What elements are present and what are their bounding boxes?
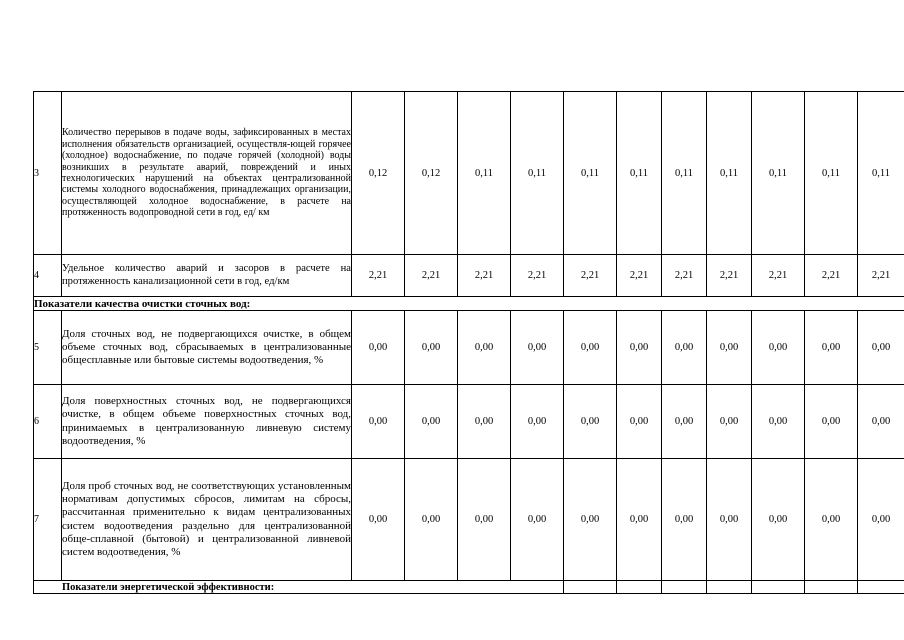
value-cell: 0,00 <box>564 311 617 385</box>
row-number: 5 <box>34 311 62 385</box>
value-cell: 2,21 <box>352 255 405 297</box>
value-cell: 0,00 <box>405 385 458 459</box>
value-cell: 2,21 <box>707 255 752 297</box>
section-title-energy-efficiency: Показатели энергетической эффективности: <box>34 581 564 594</box>
value-cell: 0,00 <box>564 385 617 459</box>
value-cell: 2,21 <box>458 255 511 297</box>
value-cell: 2,21 <box>752 255 805 297</box>
value-cell: 0,11 <box>662 92 707 255</box>
value-cell: 0,11 <box>858 92 904 255</box>
indicator-description: Доля поверхностных сточных вод, не подвергающихся очистке, в общем объеме поверхностных сточных вод, принимаемых в централизованную ливневую систему водоотведения, % <box>62 385 352 459</box>
empty-cell <box>617 581 662 594</box>
value-cell: 2,21 <box>564 255 617 297</box>
row-number: 4 <box>34 255 62 297</box>
value-cell: 0,11 <box>707 92 752 255</box>
section-header-row <box>34 581 904 594</box>
value-cell: 0,00 <box>405 459 458 581</box>
value-cell: 0,00 <box>352 459 405 581</box>
value-cell: 0,00 <box>662 385 707 459</box>
value-cell: 0,00 <box>405 311 458 385</box>
indicators-table <box>33 91 904 594</box>
value-cell: 0,00 <box>858 311 904 385</box>
value-cell: 0,11 <box>617 92 662 255</box>
indicator-description: Удельное количество аварий и засоров в расчете на протяженность канализационной сети в год, ед/км <box>62 255 352 297</box>
value-cell: 0,11 <box>564 92 617 255</box>
value-cell: 0,00 <box>617 311 662 385</box>
value-cell: 0,00 <box>805 385 858 459</box>
value-cell: 0,12 <box>405 92 458 255</box>
value-cell: 0,00 <box>858 385 904 459</box>
value-cell: 0,11 <box>511 92 564 255</box>
value-cell: 2,21 <box>858 255 904 297</box>
value-cell: 0,00 <box>511 385 564 459</box>
value-cell: 0,11 <box>458 92 511 255</box>
empty-cell <box>805 581 858 594</box>
empty-cell <box>858 581 904 594</box>
value-cell: 2,21 <box>617 255 662 297</box>
value-cell: 0,00 <box>458 459 511 581</box>
table-row <box>34 385 904 459</box>
row-number: 3 <box>34 92 62 255</box>
value-cell: 0,11 <box>805 92 858 255</box>
value-cell: 0,00 <box>662 459 707 581</box>
table-row <box>34 92 904 255</box>
value-cell: 0,12 <box>352 92 405 255</box>
table-row <box>34 311 904 385</box>
value-cell: 2,21 <box>405 255 458 297</box>
indicator-description: Доля проб сточных вод, не соответствующих установленным нормативам допустимых сбросов, лимитам на сбросы, рассчитанная применительно к видам централизованных систем водоотведения раздельно для централизованной обще-сплавной (бытовой) и централизованной ливневой систем водоотведения, % <box>62 459 352 581</box>
value-cell: 0,00 <box>752 459 805 581</box>
section-header-row <box>34 297 904 311</box>
value-cell: 2,21 <box>805 255 858 297</box>
value-cell: 0,00 <box>752 385 805 459</box>
value-cell: 0,00 <box>352 311 405 385</box>
value-cell: 0,00 <box>511 459 564 581</box>
table-row <box>34 255 904 297</box>
value-cell: 0,11 <box>752 92 805 255</box>
empty-cell <box>752 581 805 594</box>
value-cell: 2,21 <box>511 255 564 297</box>
indicator-description: Количество перерывов в подаче воды, зафиксированных в местах исполнения обязательств организацией, осуществля-ющей горячее (холодное) водоснабжение, по подаче горячей (холодной) воды возникших в результате аварий, повреждений и иных технологических нарушений на объектах централизованной системы холодного водоснабжения, принадлежащих организации, осуществляющей холодное водоснабжение, в расчете на протяженность водопроводной сети в год, ед/ км <box>62 92 352 255</box>
value-cell: 0,00 <box>564 459 617 581</box>
section-title-wastewater-quality: Показатели качества очистки сточных вод: <box>34 297 904 311</box>
empty-cell <box>707 581 752 594</box>
value-cell: 0,00 <box>707 459 752 581</box>
empty-cell <box>564 581 617 594</box>
value-cell: 0,00 <box>617 385 662 459</box>
value-cell: 0,00 <box>805 311 858 385</box>
row-number: 7 <box>34 459 62 581</box>
value-cell: 0,00 <box>752 311 805 385</box>
value-cell: 0,00 <box>511 311 564 385</box>
empty-cell <box>662 581 707 594</box>
value-cell: 0,00 <box>805 459 858 581</box>
value-cell: 0,00 <box>707 385 752 459</box>
value-cell: 0,00 <box>662 311 707 385</box>
indicator-description: Доля сточных вод, не подвергающихся очистке, в общем объеме сточных вод, сбрасываемых в централизованные общесплавные или бытовые системы водоотведения, % <box>62 311 352 385</box>
value-cell: 0,00 <box>858 459 904 581</box>
value-cell: 0,00 <box>458 311 511 385</box>
table-row <box>34 459 904 581</box>
value-cell: 0,00 <box>352 385 405 459</box>
value-cell: 0,00 <box>617 459 662 581</box>
value-cell: 2,21 <box>662 255 707 297</box>
value-cell: 0,00 <box>458 385 511 459</box>
value-cell: 0,00 <box>707 311 752 385</box>
row-number: 6 <box>34 385 62 459</box>
